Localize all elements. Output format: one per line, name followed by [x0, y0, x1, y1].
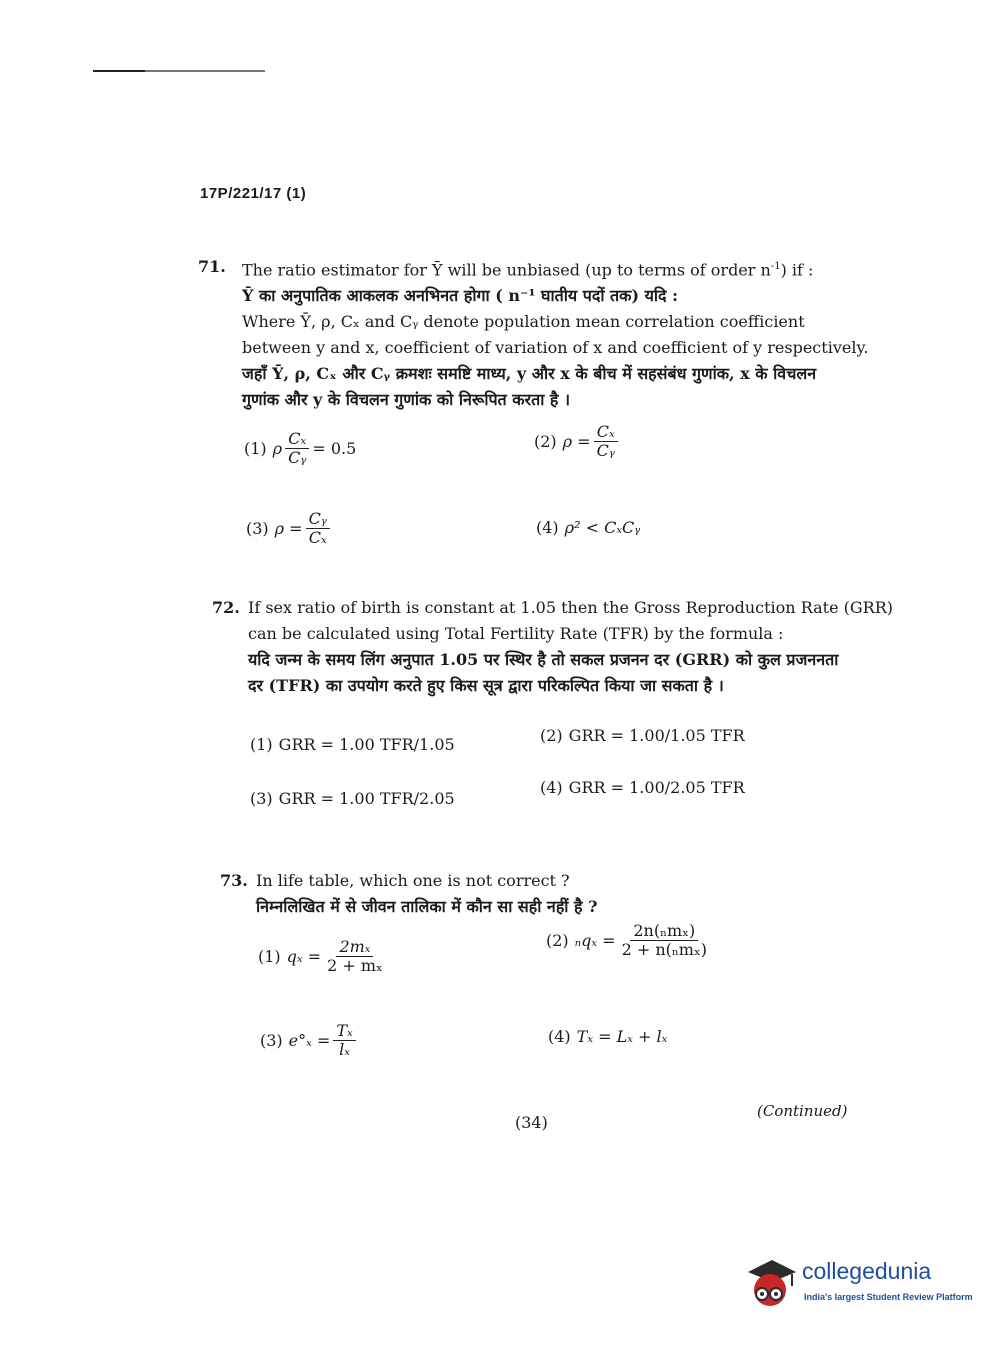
option-73-3[interactable]: (3) e°ₓ = $\frac{\text{Tₓ}}{\text{lₓ}}$: [260, 1022, 359, 1058]
collegedunia-logo[interactable]: [742, 1250, 972, 1314]
question-number: 71.: [198, 257, 226, 276]
question-73: [220, 868, 850, 920]
question-where-en-2: between y and x, coefficient of variation of x and coefficient of y respectively.: [242, 338, 869, 358]
page-number: (34): [515, 1113, 548, 1132]
question-text-en: The ratio estimator for Ȳ will be unbiased (up to terms of order $n^{-1}$) if :: [242, 260, 814, 280]
question-where-hi-2: गुणांक और y के विचलन गुणांक को निरूपित करता है ।: [242, 390, 571, 410]
option-72-2[interactable]: (2) GRR = 1.00/1.05 TFR: [540, 726, 745, 745]
option-71-1[interactable]: (1) ρ $\frac{\text{Cₓ}}{\text{Cᵧ}}$ = 0.5: [244, 429, 357, 467]
question-text-en-1: If sex ratio of birth is constant at 1.05 then the Gross Reproduction Rate (GRR): [248, 598, 893, 617]
question-text-hi-1: यदि जन्म के समय लिंग अनुपात 1.05 पर स्थिर है तो सकल प्रजनन दर (GRR) को कुल प्रजननता: [248, 650, 839, 669]
brand-name: collegedunia: [802, 1258, 932, 1284]
continued-label: (Continued): [757, 1102, 848, 1120]
option-73-1[interactable]: (1) qₓ = $\frac{\text{2mₓ}}{\text{2 + mₓ}}$: [258, 937, 383, 975]
option-72-4[interactable]: (4) GRR = 1.00/2.05 TFR: [540, 778, 745, 797]
question-text-en: In life table, which one is not correct ?: [256, 871, 570, 890]
question-number: 72.: [212, 598, 240, 617]
brand-tagline: India's largest Student Review Platform: [804, 1292, 973, 1302]
paper-code: 17P/221/17 (1): [200, 185, 307, 202]
question-where-en-1: Where Ȳ, ρ, Cₓ and Cᵧ denote population mean correlation coefficient: [242, 312, 805, 332]
option-71-4[interactable]: (4) ρ² < CₓCᵧ: [536, 518, 641, 537]
question-text-hi: Ȳ का अनुपातिक आकलक अनभिनत होगा ( n⁻¹ घातीय पदों तक) यदि :: [242, 286, 678, 306]
student-mascot-icon: [742, 1254, 798, 1310]
question-text-en-2: can be calculated using Total Fertility Rate (TFR) by the formula :: [248, 624, 784, 643]
option-72-1[interactable]: (1) GRR = 1.00 TFR/1.05: [250, 735, 455, 754]
option-72-3[interactable]: (3) GRR = 1.00 TFR/2.05: [250, 789, 455, 808]
option-73-4[interactable]: (4) Tₓ = Lₓ + lₓ: [548, 1027, 668, 1046]
question-text-hi: निम्नलिखित में से जीवन तालिका में कौन सा सही नहीं है ?: [256, 897, 598, 916]
option-71-3[interactable]: (3) ρ = $\frac{\text{Cᵧ}}{\text{Cₓ}}$: [246, 510, 333, 546]
question-text-hi-2: दर (TFR) का उपयोग करते हुए किस सूत्र द्वारा परिकल्पित किया जा सकता है ।: [248, 676, 724, 695]
question-number: 73.: [220, 871, 248, 890]
question-72: [212, 595, 893, 699]
question-where-hi-1: जहाँ Ȳ, ρ, Cₓ और Cᵧ क्रमशः समष्टि माध्य, y और x के बीच में सहसंबंध गुणांक, x के विचलन: [242, 364, 817, 384]
option-71-2[interactable]: (2) ρ = $\frac{\text{Cₓ}}{\text{Cᵧ}}$: [534, 423, 621, 459]
option-73-2[interactable]: (2) ₙqₓ = $\frac{\text{2n(ₙmₓ)}}{\text{2 + n(ₙmₓ)}}$: [546, 921, 707, 959]
top-rule: [93, 70, 265, 72]
question-71: [198, 254, 869, 413]
